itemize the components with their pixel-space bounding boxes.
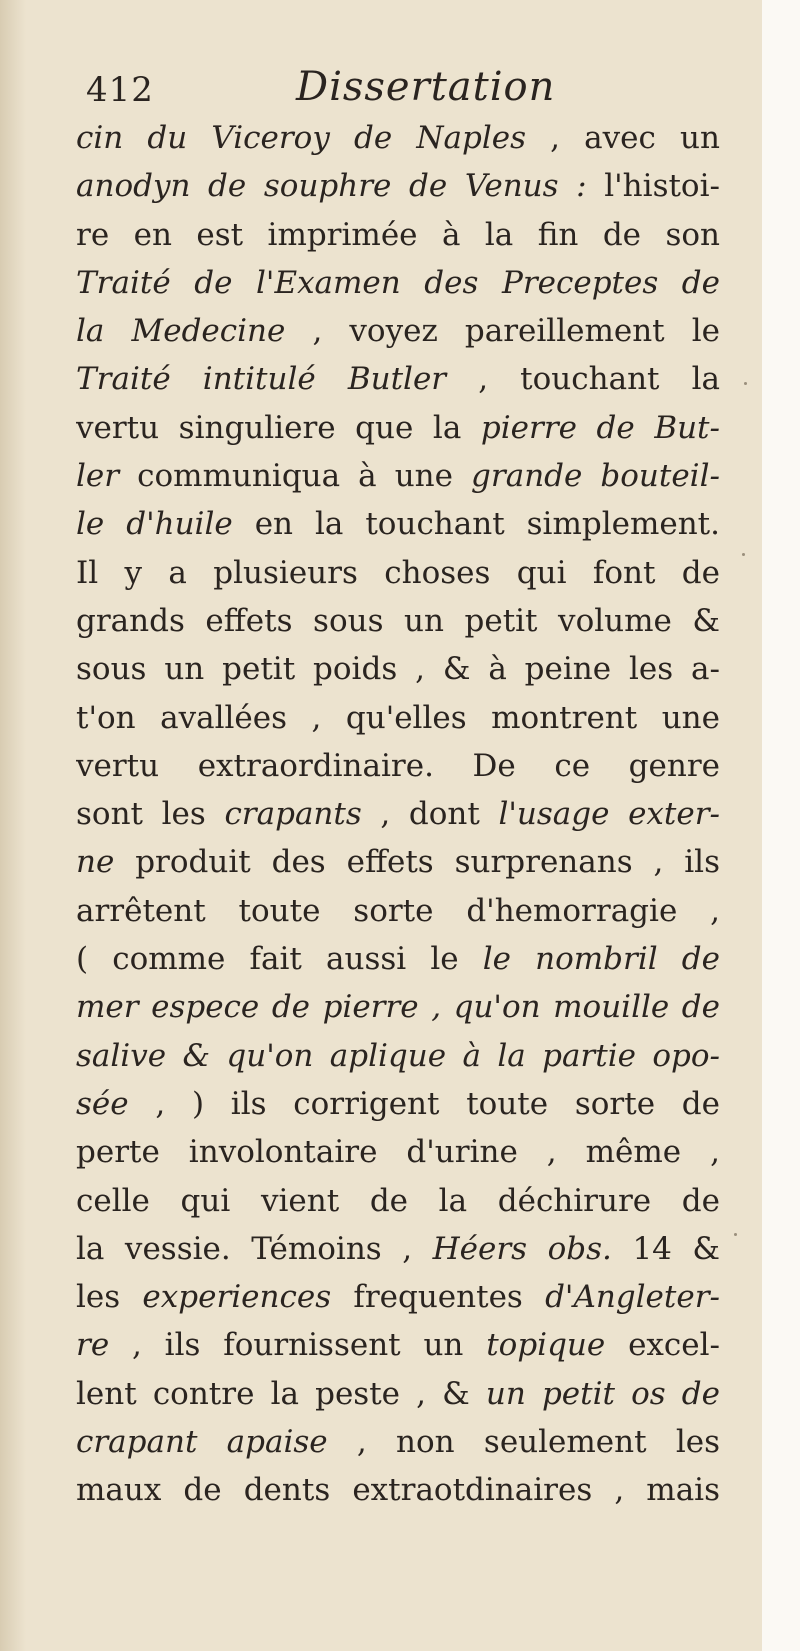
roman-text: produit des effets surprenans , ils <box>114 844 720 881</box>
text-line <box>76 983 720 1031</box>
roman-text: lent contre la peste , & <box>76 1375 486 1412</box>
italic-text: sée <box>76 1085 129 1122</box>
roman-text: celle qui vient de la déchirure de <box>76 1182 720 1219</box>
text-line <box>76 114 720 162</box>
paper-speck <box>734 1233 737 1236</box>
italic-text: re <box>76 1327 110 1364</box>
scan-margin <box>762 0 800 1651</box>
roman-text: , touchant la <box>446 361 720 398</box>
text-line <box>76 307 720 355</box>
roman-text: vertu singuliere que la <box>76 409 481 446</box>
italic-text: ne <box>76 844 115 881</box>
roman-text: Il y a plusieurs choses qui font de <box>76 554 720 591</box>
text-line <box>76 549 720 597</box>
roman-text: l'histoi- <box>586 168 720 205</box>
text-line <box>76 935 720 983</box>
page-number: 412 <box>86 70 154 110</box>
roman-text: communiqua à une <box>119 458 472 495</box>
italic-text: Traité de l'Examen des Preceptes de <box>76 264 720 301</box>
running-title: Dissertation <box>296 64 556 110</box>
roman-text: , ) ils corrigent toute sorte de <box>128 1085 720 1122</box>
roman-text: , voyez pareillement le <box>285 313 720 350</box>
roman-text: , non seulement les <box>327 1424 720 1461</box>
text-line <box>76 694 720 742</box>
italic-text: ler <box>76 458 120 495</box>
roman-text: ( comme fait aussi le <box>76 941 483 978</box>
italic-text: un petit os de <box>485 1375 720 1412</box>
text-line <box>76 645 720 693</box>
roman-text: arrêtent toute sorte d'hemorragie , <box>76 892 720 929</box>
roman-text: , avec un <box>526 120 720 156</box>
roman-text: grands effets sous un petit volume & <box>76 602 720 639</box>
page-gutter-shadow <box>0 0 26 1651</box>
roman-text: excel- <box>605 1327 720 1364</box>
text-line <box>76 1225 720 1273</box>
text-line <box>76 742 720 790</box>
italic-text: salive & qu'on aplique à la partie opo- <box>76 1037 720 1074</box>
page-header <box>86 64 726 116</box>
text-line <box>76 887 720 935</box>
roman-text: 14 & <box>611 1230 720 1267</box>
italic-text: Héers obs. <box>432 1230 612 1267</box>
text-line <box>76 259 720 307</box>
italic-text: crapants <box>224 796 362 833</box>
text-line <box>76 162 720 210</box>
roman-text: en la touchant simplement. <box>232 506 720 543</box>
text-line <box>76 838 720 886</box>
roman-text: , ils fournissent un <box>109 1327 487 1364</box>
roman-text: frequentes <box>331 1279 546 1316</box>
text-line <box>76 404 720 452</box>
paper-speck <box>744 382 747 385</box>
italic-text: mer espece de pierre , qu'on mouille de <box>76 989 720 1026</box>
italic-text: anodyn de souphre de Venus : <box>76 168 587 205</box>
text-line <box>76 1177 720 1225</box>
text-line <box>76 1418 720 1466</box>
italic-text: l'usage exter- <box>498 796 720 833</box>
body-text <box>76 114 720 1515</box>
roman-text: re en est imprimée à la fin de son <box>76 216 720 253</box>
roman-text: la vessie. Témoins , <box>76 1230 433 1267</box>
text-line <box>76 1128 720 1176</box>
text-line <box>76 1370 720 1418</box>
roman-text: t'on avallées , qu'elles montrent une <box>76 699 720 736</box>
italic-text: grande bouteil- <box>471 458 720 495</box>
text-line <box>76 1032 720 1080</box>
italic-text: crapant apaise <box>76 1424 328 1461</box>
italic-text: Traité intitulé Butler <box>76 361 447 398</box>
text-line <box>76 790 720 838</box>
italic-text: la Medecine <box>76 313 286 350</box>
roman-text: sous un petit poids , & à peine les a- <box>76 651 720 688</box>
roman-text: sont les <box>76 796 225 833</box>
italic-text: le nombril de <box>482 941 720 978</box>
roman-text: maux de dents extraotdinaires , mais <box>76 1472 720 1509</box>
text-line <box>76 1321 720 1369</box>
text-line <box>76 500 720 548</box>
paper-speck <box>742 553 745 556</box>
text-line <box>76 452 720 500</box>
text-line <box>76 597 720 645</box>
roman-text: perte involontaire d'urine , même , <box>76 1134 720 1171</box>
roman-text: vertu extraordinaire. De ce genre <box>76 747 720 784</box>
italic-text: topique <box>486 1327 606 1364</box>
roman-text: , dont <box>361 796 499 833</box>
italic-text: cin du Viceroy de Naples <box>76 120 526 156</box>
italic-text: d'Angleter- <box>545 1279 720 1316</box>
text-line <box>76 355 720 403</box>
text-line <box>76 1466 720 1514</box>
roman-text: les <box>76 1279 143 1316</box>
italic-text: le d'huile <box>76 506 233 543</box>
italic-text: pierre de But- <box>480 409 720 446</box>
text-line <box>76 211 720 259</box>
text-line <box>76 1273 720 1321</box>
text-line <box>76 1080 720 1128</box>
italic-text: experiences <box>142 1279 332 1316</box>
